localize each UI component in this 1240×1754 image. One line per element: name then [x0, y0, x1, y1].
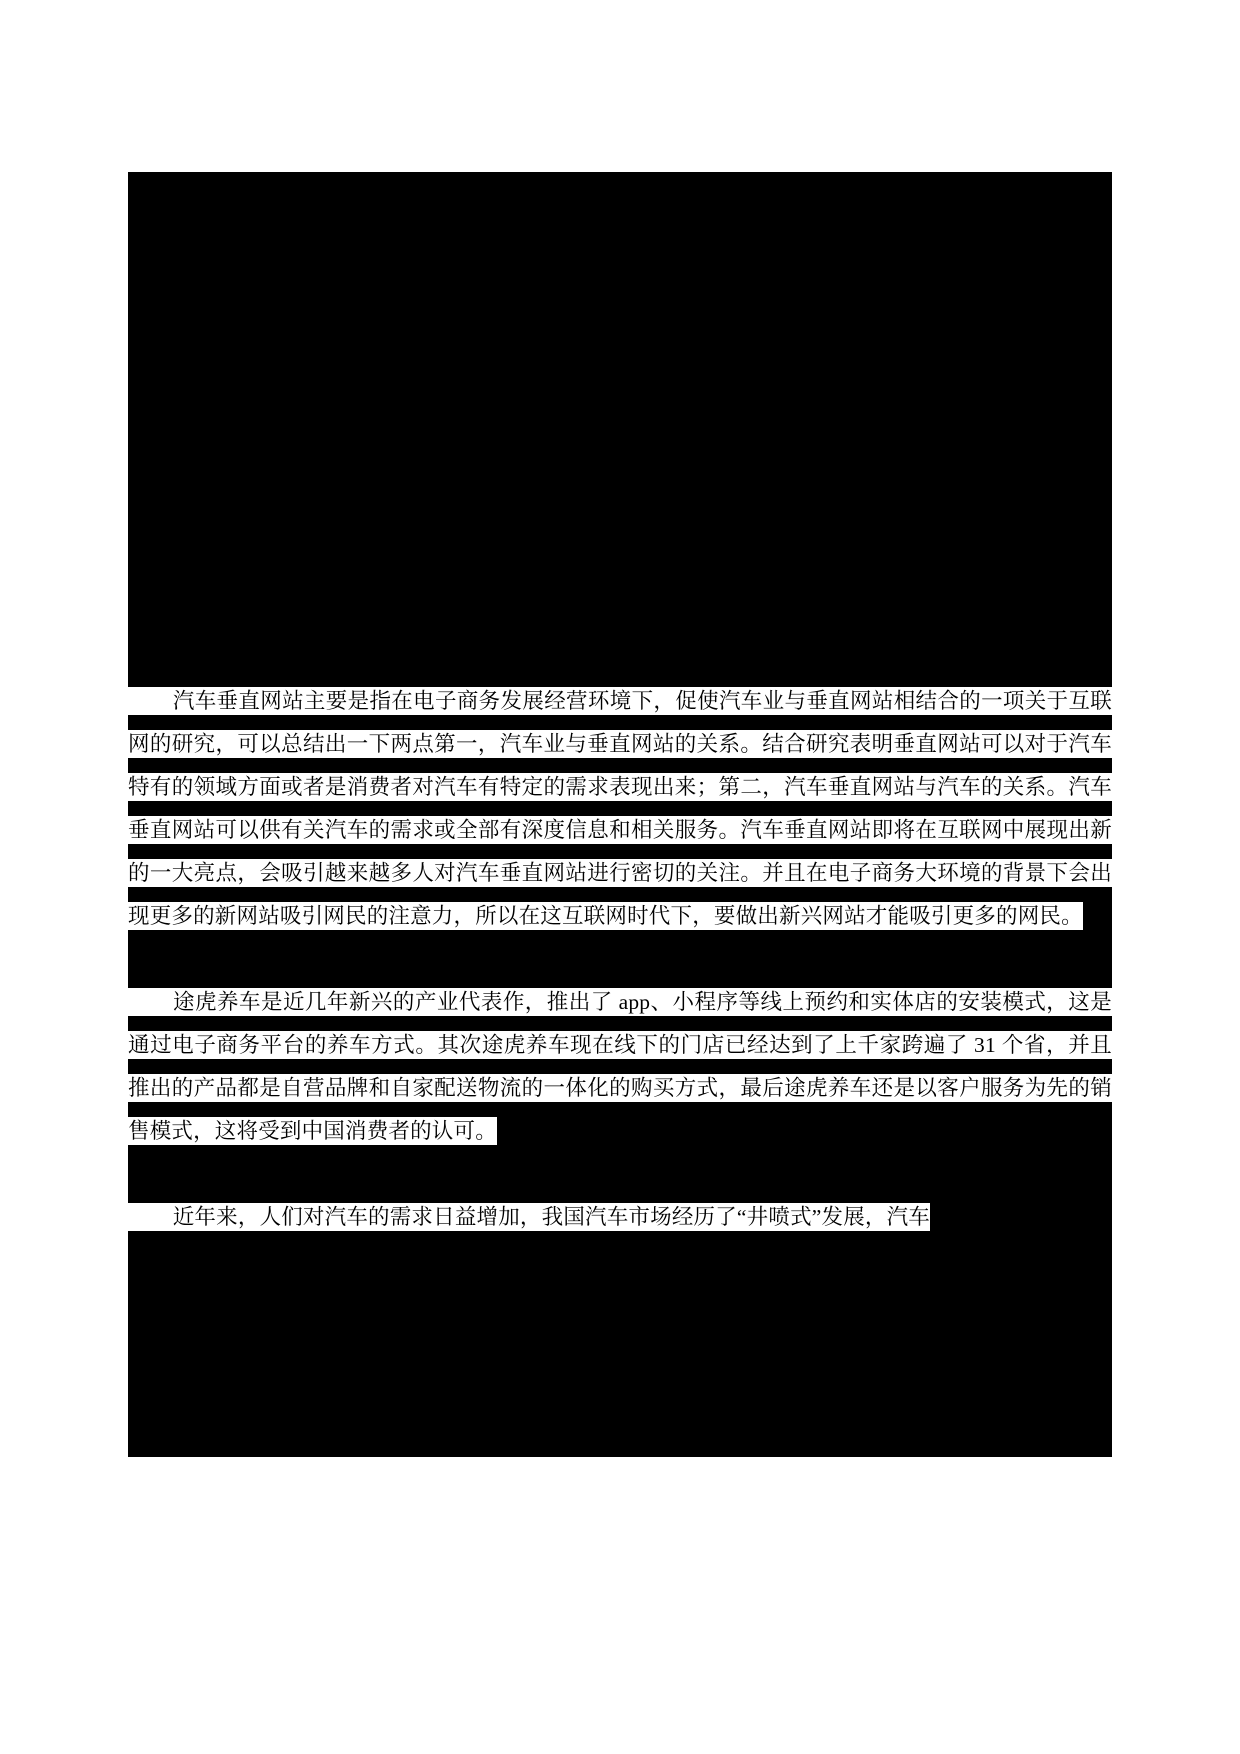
paragraph-spacer-1 — [128, 938, 1112, 981]
paragraph-1 — [128, 680, 1112, 938]
paragraph-1-text: 汽车垂直网站主要是指在电子商务发展经营环境下，促使汽车业与垂直网站相结合的一项关于互联网的研究，可以总结出一下两点第一，汽车业与垂直网站的关系。结合研究表明垂直网站可以对于汽车特有的领域方面或者是消费者对汽车有特定的需求表现出来；第二，汽车垂直网站与汽车的关系。汽车垂直网站可以供有关汽车的需求或全部有深度信息和相关服务。汽车垂直网站即将在互联网中展现出新的一大亮点，会吸引越来越多人对汽车垂直网站进行密切的关注。并且在电子商务大环境的背景下会出现更多的新网站吸引网民的注意力，所以在这互联网时代下，要做出新兴网站才能吸引更多的网民。 — [128, 689, 1112, 928]
paragraph-2-text: 途虎养车是近几年新兴的产业代表作，推出了 app、小程序等线上预约和实体店的安装模式，这是通过电子商务平台的养车方式。其次途虎养车现在线下的门店已经达到了上千家跨遍了 31 个省，并且推出的产品都是自营品牌和自家配送物流的一体化的购买方式，最后途虎养车还是以客户服务为先的销售模式，这将受到中国消费者的认可。 — [128, 990, 1112, 1143]
text-flow — [128, 680, 1112, 1239]
figure-placeholder-area — [128, 172, 1112, 680]
paragraph-spacer-2 — [128, 1153, 1112, 1196]
paragraph-3-text: 近年来，人们对汽车的需求日益增加，我国汽车市场经历了“井喷式”发展，汽车 — [172, 1205, 931, 1229]
paragraph-2 — [128, 981, 1112, 1153]
paragraph-3 — [128, 1196, 1112, 1239]
document-body — [128, 172, 1112, 1457]
